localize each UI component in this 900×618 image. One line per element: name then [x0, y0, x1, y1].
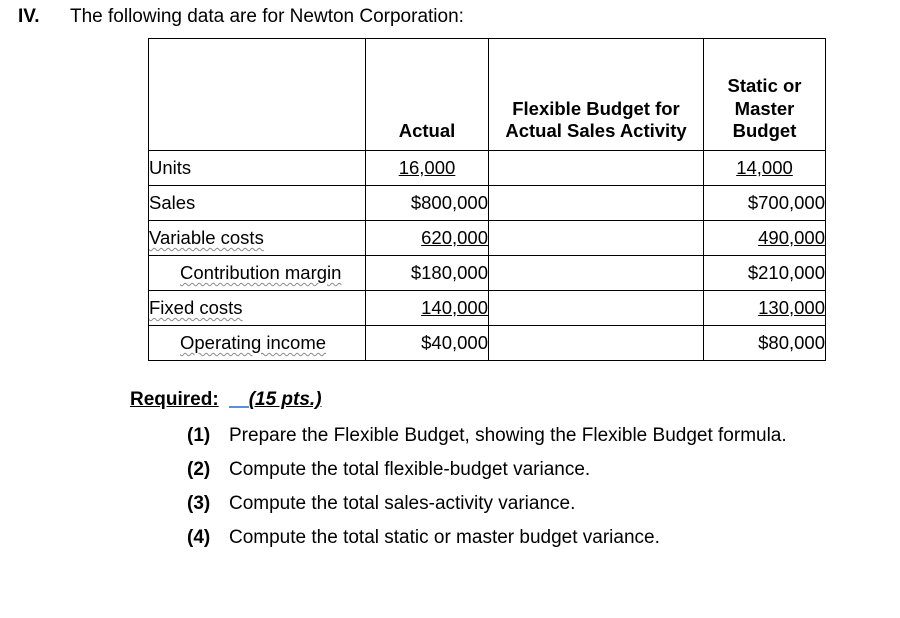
item-number: (4): [187, 527, 211, 548]
static-value: 14,000: [736, 156, 793, 178]
row-label-text: Contribution margin: [180, 261, 342, 283]
required-blank: [229, 406, 249, 408]
static-cell: $700,000: [704, 186, 826, 221]
actual-cell: [366, 151, 489, 186]
list-item: [187, 493, 787, 527]
required-points: (15 pts.): [248, 389, 322, 410]
row-label: [149, 221, 366, 256]
item-text: Compute the total flexible-budget variance.: [229, 459, 591, 480]
actual-cell: $180,000: [366, 256, 489, 291]
item-text: Prepare the Flexible Budget, showing the Flexible Budget formula.: [229, 425, 787, 446]
static-cell: [704, 291, 826, 326]
table-row: [149, 291, 826, 326]
item-text: Compute the total static or master budget variance.: [229, 527, 660, 548]
static-value: 130,000: [758, 296, 825, 318]
item-number: (2): [187, 459, 211, 480]
table-row: [149, 186, 826, 221]
actual-value: 140,000: [421, 296, 488, 318]
header-static-budget: [704, 39, 826, 151]
list-item: [187, 527, 787, 561]
static-cell: [704, 151, 826, 186]
table-header-row: [149, 39, 826, 151]
static-cell: $80,000: [704, 326, 826, 361]
actual-value: 16,000: [398, 156, 456, 178]
flexible-cell: [489, 186, 704, 221]
row-label-text: Variable costs: [149, 226, 264, 248]
header-actual: Actual: [366, 39, 489, 151]
flexible-cell: [489, 151, 704, 186]
actual-cell: [366, 291, 489, 326]
actual-cell: [366, 221, 489, 256]
flexible-cell: [489, 326, 704, 361]
row-label: [149, 291, 366, 326]
actual-value: 620,000: [421, 226, 488, 248]
item-text: Compute the total sales-activity variance.: [229, 493, 576, 514]
flexible-cell: [489, 221, 704, 256]
required-list: [187, 425, 787, 561]
required-heading: [130, 389, 322, 411]
required-label: Required:: [130, 389, 219, 410]
table-row: [149, 151, 826, 186]
row-label: [149, 256, 366, 291]
header-flexible-text: Flexible Budget for Actual Sales Activity: [505, 97, 687, 141]
question-intro: The following data are for Newton Corporation:: [70, 6, 464, 27]
table-row: [149, 221, 826, 256]
list-item: [187, 459, 787, 493]
row-label-text: Fixed costs: [149, 296, 243, 318]
header-label: [149, 39, 366, 151]
row-label: Sales: [149, 186, 366, 221]
question-number: IV.: [18, 6, 40, 27]
actual-cell: $800,000: [366, 186, 489, 221]
static-value: 490,000: [758, 226, 825, 248]
row-label-text: Operating income: [180, 331, 327, 353]
item-number: (1): [187, 425, 211, 446]
flexible-cell: [489, 291, 704, 326]
header-flexible-budget: [489, 39, 704, 151]
budget-table: [148, 38, 826, 361]
table-row: [149, 256, 826, 291]
table-row: [149, 326, 826, 361]
item-number: (3): [187, 493, 211, 514]
actual-cell: $40,000: [366, 326, 489, 361]
static-cell: $210,000: [704, 256, 826, 291]
row-label: [149, 326, 366, 361]
header-static-text: Static or Master Budget: [727, 75, 802, 141]
flexible-cell: [489, 256, 704, 291]
static-cell: [704, 221, 826, 256]
row-label: Units: [149, 151, 366, 186]
list-item: [187, 425, 787, 459]
